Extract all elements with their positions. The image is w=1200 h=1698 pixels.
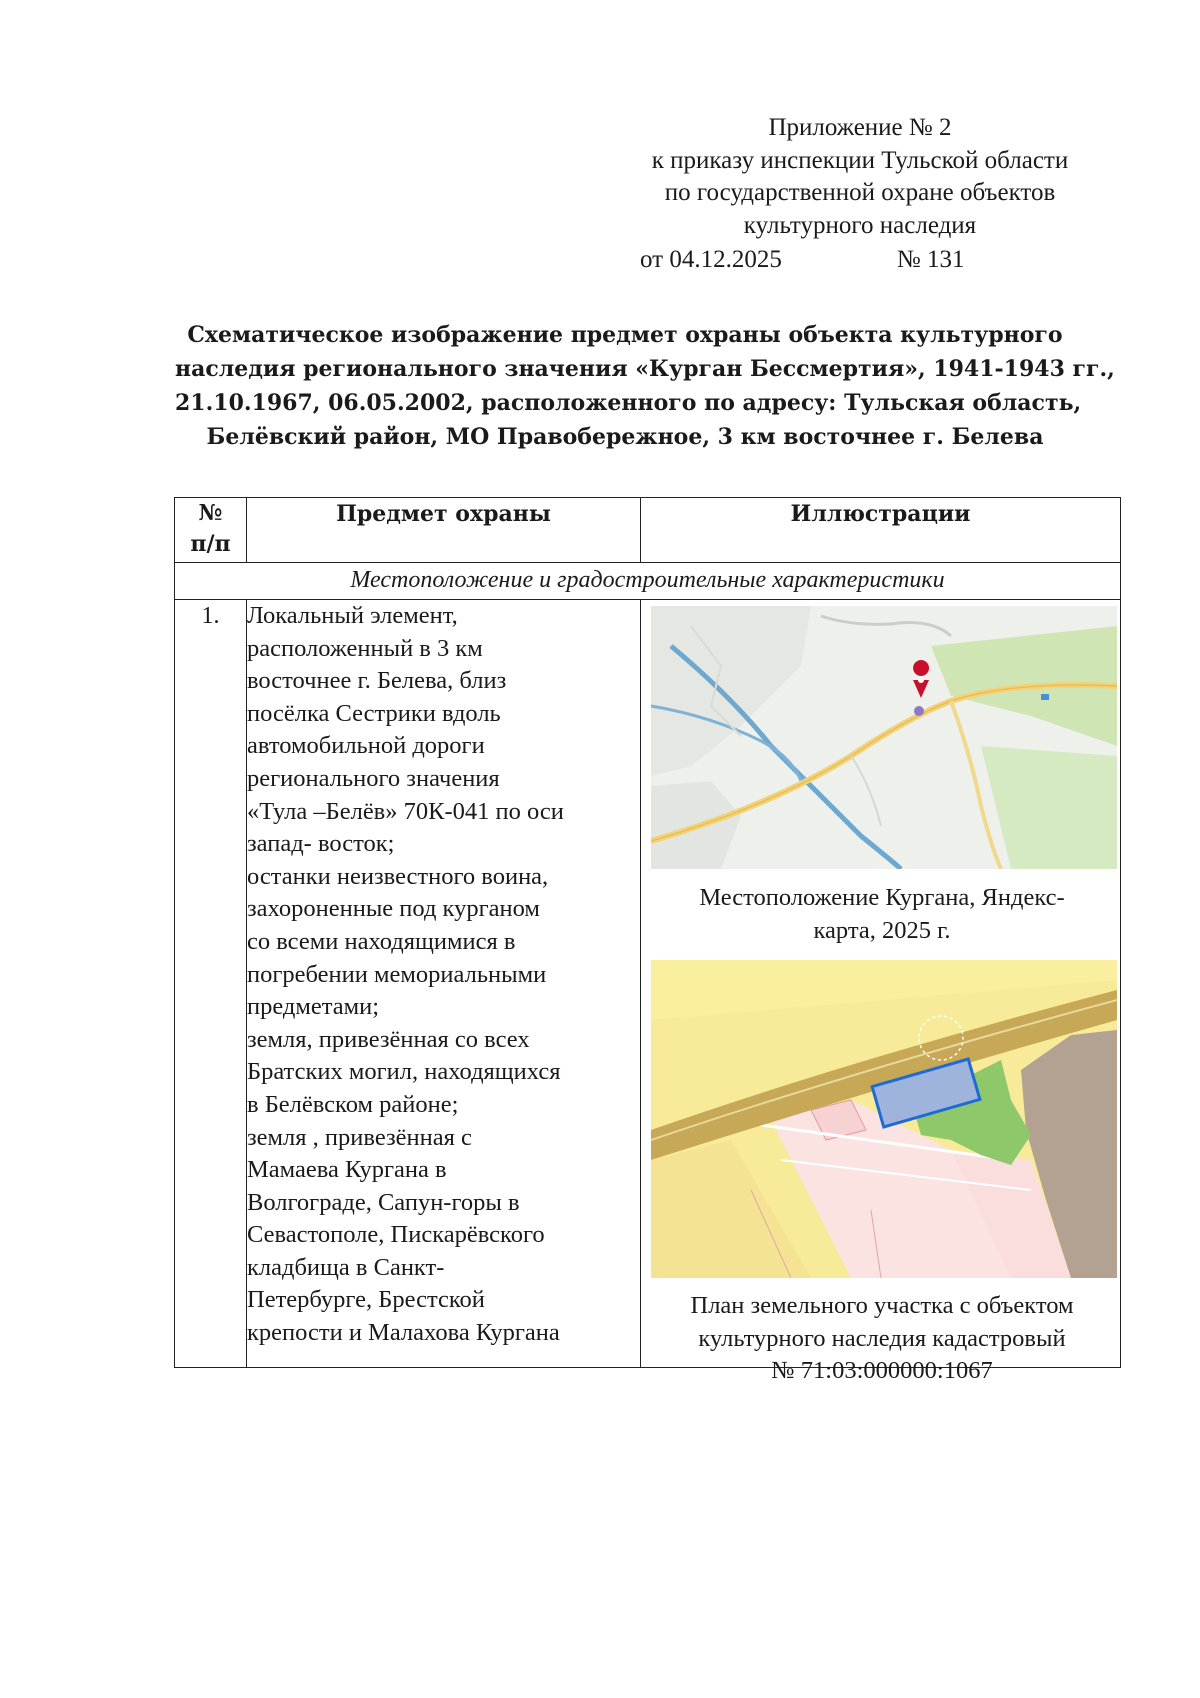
order-number: № 131 [896, 246, 965, 273]
protection-subject-table [174, 497, 1121, 1385]
appendix-label: Приложение № 2 [768, 114, 952, 141]
order-ref-line: к приказу инспекции Тульской области [651, 146, 1069, 174]
order-date-line [600, 244, 1120, 277]
header-subject: Предмет охраны [247, 498, 641, 563]
section-title: Местоположение и градостроительные характеристики [175, 563, 1121, 600]
illustrations-cell [641, 600, 1121, 1385]
section-row [175, 563, 1121, 600]
header-number: № п/п [175, 498, 247, 563]
document-title [175, 318, 1115, 454]
title-line: Белёвский район, МО Правобережное, 3 км восточнее г. Белева [206, 424, 1044, 450]
order-ref-line: культурного наследия [743, 211, 977, 239]
header-illustrations: Иллюстрации [641, 498, 1121, 563]
order-ref-line: по государственной охране объектов [664, 179, 1056, 206]
title-line: Схематическое изображение предмет охраны объекта культурного [187, 322, 1063, 348]
title-line: 21.10.1967, 06.05.2002, расположенного по адресу: Тульская область, [175, 390, 1082, 416]
appendix-header [600, 112, 1120, 277]
order-date: от 04.12.2025 [640, 246, 782, 273]
location-map-caption: Местоположение Кургана, Яндекс- карта, 2025 г. [699, 884, 1065, 944]
row-number: 1. [175, 600, 247, 1368]
title-line: наследия регионального значения «Курган Бессмертия», 1941-1943 гг., [175, 356, 1115, 382]
table-header-row [175, 498, 1121, 563]
cadastral-plan-caption: План земельного участка с объектом культурного наследия кадастровый № 71:03:000000:1067 [690, 1292, 1074, 1385]
subject-description: Локальный элемент, расположенный в 3 км восточнее г. Белева, близ посёлка Сестрики вдоль автомобильной дороги регионального значения «Тула –Белёв» 70К-041 по оси запад- восток; останки неизвестного воина, захороненные под курганом со всеми находящимися в погребении мемориальными предметами; земля, привезённая со всех Братских могил, находящихся в Белёвском районе; земля , привезённая с Мамаева Кургана в Волгограде, Сапун-горы в Севастополе, Пискарёвского кладбища в Санкт- Петербурге, Брестской крепости и Малахова Кургана [247, 600, 641, 1368]
location-map-image [651, 606, 1117, 869]
table-row [175, 600, 1121, 1368]
cadastral-plan-image [651, 960, 1117, 1278]
